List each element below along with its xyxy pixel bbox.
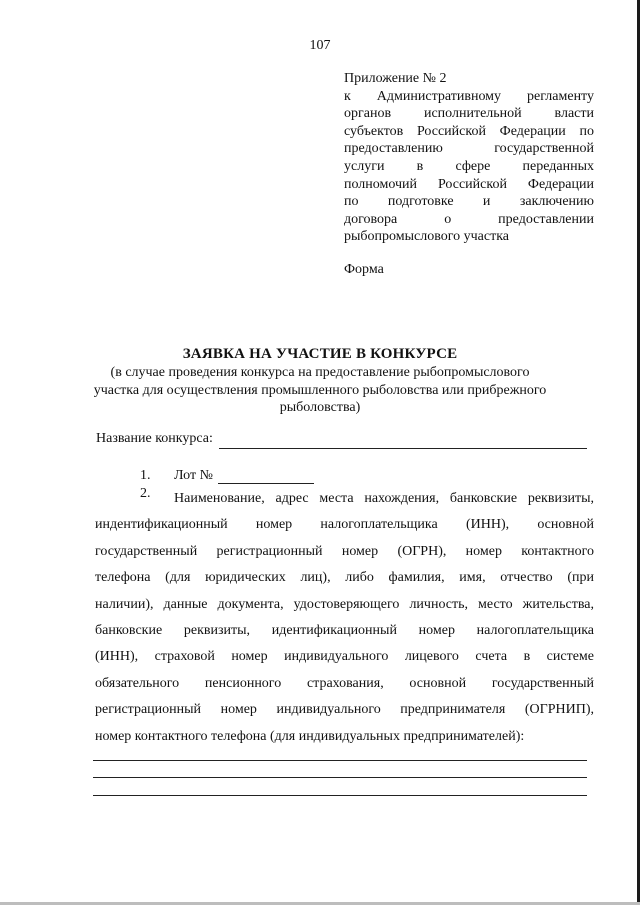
item-number: 1. — [140, 468, 151, 483]
paragraph-line: (ИНН), страховой номер индивидуального лицевого счета в системе — [95, 649, 594, 665]
lot-number-field[interactable] — [218, 483, 314, 484]
lot-label: Лот № — [174, 468, 213, 483]
page-number: 107 — [309, 38, 331, 53]
applicant-details-field[interactable] — [93, 795, 587, 796]
paragraph-line: банковские реквизиты, идентификационный номер налогоплательщика — [95, 623, 594, 639]
appendix-line: по подготовке и заключению — [344, 194, 594, 210]
appendix-line: предоставлению государственной — [344, 141, 594, 157]
paragraph-line: государственный регистрационный номер (ОГРН), номер контактного — [95, 543, 594, 559]
form-label: Форма — [344, 262, 384, 277]
paragraph-line: телефона (для юридических лиц), либо фамилия, имя, отчество (при — [95, 570, 594, 586]
paragraph-line: наличии), данные документа, удостоверяющего личность, место жительства, — [95, 596, 594, 612]
appendix-line: к Административному регламенту — [344, 88, 594, 104]
appendix-line: рыбопромыслового участка — [344, 229, 510, 245]
paragraph-line: регистрационный номер индивидуального предпринимателя (ОГРНИП), — [95, 702, 594, 718]
paragraph-line: Наименование, адрес места нахождения, банковские реквизиты, — [174, 491, 594, 506]
paragraph-line: номер контактного телефона (для индивидуальных предпринимателей): — [95, 728, 525, 744]
appendix-line: договора о предоставлении — [344, 211, 594, 227]
contest-name-field[interactable] — [219, 448, 587, 449]
document-title: ЗАЯВКА НА УЧАСТИЕ В КОНКУРСЕ — [182, 346, 458, 362]
appendix-line: полномочий Российской Федерации — [344, 176, 594, 192]
appendix-line: Приложение № 2 — [344, 71, 447, 86]
paragraph-line: индентификационный номер налогоплательщика (ИНН), основной — [95, 517, 594, 533]
paragraph-line: обязательного пенсионного страхования, основной государственный — [95, 675, 594, 691]
appendix-line: субъектов Российской Федерации по — [344, 123, 594, 139]
item-number: 2. — [140, 486, 151, 501]
appendix-line: услуги в сфере переданных — [344, 158, 594, 174]
applicant-details-field[interactable] — [93, 777, 587, 778]
applicant-details-paragraph — [95, 486, 594, 750]
document-subtitle: (в случае проведения конкурса на предоставление рыбопромыслового участка для осуществления промышленного рыболовства или прибрежного рыболовства) — [93, 365, 547, 415]
appendix-block — [344, 70, 594, 246]
applicant-details-field[interactable] — [93, 760, 587, 761]
contest-name-label: Название конкурса: — [96, 431, 213, 446]
appendix-line: органов исполнительной власти — [344, 106, 594, 122]
